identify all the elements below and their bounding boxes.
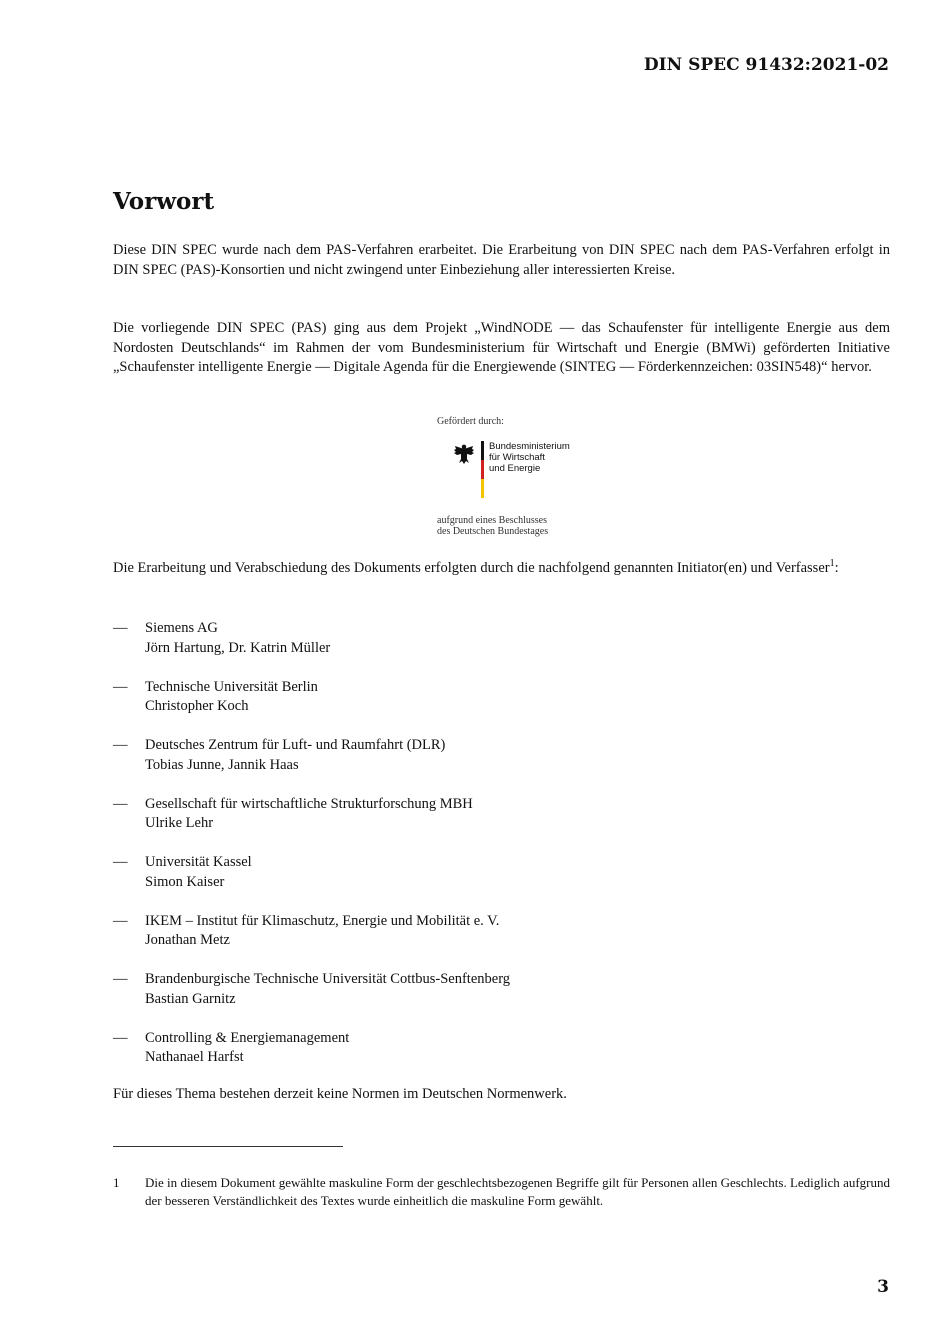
ministry-line-1: Bundesministerium: [489, 441, 570, 452]
ministry-name: [489, 441, 570, 474]
organization-name: Technische Universität Berlin: [145, 678, 318, 695]
org-body: [145, 912, 499, 951]
person-names: Jonathan Metz: [145, 932, 230, 948]
footnote-text: Die in diesem Dokument gewählte maskuline Form der geschlechtsbezogenen Begriffe gilt für Personen allen Geschlechts. Lediglich aufgrund der besseren Verständlichkeit des Textes wurde einheitlich die maskuline Form gewählt.: [145, 1175, 890, 1208]
intro-paragraph: Diese DIN SPEC wurde nach dem PAS-Verfahren erarbeitet. Die Erarbeitung von DIN SPEC nach dem PAS-Verfahren erfolgt in DIN SPEC (PAS)-Konsortien und nicht zwingend unter Einbeziehung aller interessierten Kreise.: [113, 242, 890, 278]
organization-name: Universität Kassel: [145, 854, 252, 870]
funding-caption-top: Gefördert durch:: [437, 416, 504, 427]
org-body: [145, 795, 473, 834]
flag-stripe-gold: [481, 479, 484, 498]
page-title: Vorwort: [113, 188, 215, 215]
page-number: 3: [877, 1277, 889, 1297]
document-id: DIN SPEC 91432:2021-02: [643, 55, 889, 75]
funding-logo: [437, 414, 597, 542]
organization-name: Siemens AG: [145, 620, 218, 636]
funding-caption-bottom-2: des Deutschen Bundestages: [437, 526, 549, 537]
list-dash: —: [113, 854, 128, 870]
organization-name: Controlling & Energiemanagement: [145, 1029, 350, 1046]
list-dash: —: [113, 912, 128, 929]
list-dash: —: [113, 737, 128, 753]
funding-caption-bottom-1: aufgrund eines Beschlusses: [437, 515, 547, 526]
footnote-reference[interactable]: 1: [829, 558, 835, 570]
person-names: Ulrike Lehr: [145, 815, 214, 831]
project-paragraph: Die vorliegende DIN SPEC (PAS) ging aus dem Projekt „WindNODE — das Schaufenster für intelligente Energie aus dem Nordosten Deutschlands“ im Rahmen der vom Bundesministerium für Wirtschaft und Energie (BMWi) geförderten Initiative „Schaufenster intelligente Energie — Digitale Agenda für die Energiewende (SINTEG — Förderkennzeichen: 03SIN548)“ hervor.: [113, 320, 890, 375]
organization-name: IKEM – Institut für Klimaschutz, Energie und Mobilität e. V.: [145, 912, 500, 929]
person-names: Bastian Garnitz: [145, 990, 236, 1007]
organization-name: Deutsches Zentrum für Luft- und Raumfahrt (DLR): [145, 737, 446, 753]
list-dash: —: [113, 795, 128, 812]
standards-note-paragraph: Für dieses Thema bestehen derzeit keine Normen im Deutschen Normenwerk.: [113, 1086, 567, 1102]
footnote-number: 1: [113, 1175, 120, 1190]
contributors-intro-suffix: :: [834, 560, 839, 576]
org-body: [145, 1029, 349, 1068]
person-names: Nathanael Harfst: [145, 1049, 244, 1065]
person-names: Tobias Junne, Jannik Haas: [145, 756, 299, 773]
ministry-line-3: und Energie: [489, 463, 541, 474]
ministry-line-2: für Wirtschaft: [489, 452, 545, 463]
org-body: [145, 736, 445, 775]
contributors-intro-paragraph: [113, 559, 890, 579]
organization-name: Brandenburgische Technische Universität Cottbus-Senftenberg: [145, 971, 511, 987]
federal-eagle-icon: [453, 442, 475, 466]
person-names: Christopher Koch: [145, 698, 249, 714]
list-dash: —: [113, 620, 128, 636]
org-body: [145, 853, 252, 892]
german-flag-bar: [481, 441, 484, 498]
list-dash: —: [113, 678, 128, 695]
flag-stripe-red: [481, 460, 484, 479]
org-body: [145, 678, 318, 717]
list-dash: —: [113, 1029, 128, 1046]
flag-stripe-black: [481, 441, 484, 460]
contributors-intro-text: Die Erarbeitung und Verabschiedung des Dokuments erfolgten durch die nachfolgend genannten Initiator(en) und Verfasser: [113, 560, 830, 576]
organization-name: Gesellschaft für wirtschaftliche Strukturforschung MBH: [145, 795, 473, 812]
person-names: Simon Kaiser: [145, 873, 225, 890]
org-body: [145, 970, 510, 1009]
footnote-separator: [113, 1146, 343, 1147]
list-dash: —: [113, 971, 128, 987]
org-body: [145, 619, 330, 658]
person-names: Jörn Hartung, Dr. Katrin Müller: [145, 639, 331, 656]
